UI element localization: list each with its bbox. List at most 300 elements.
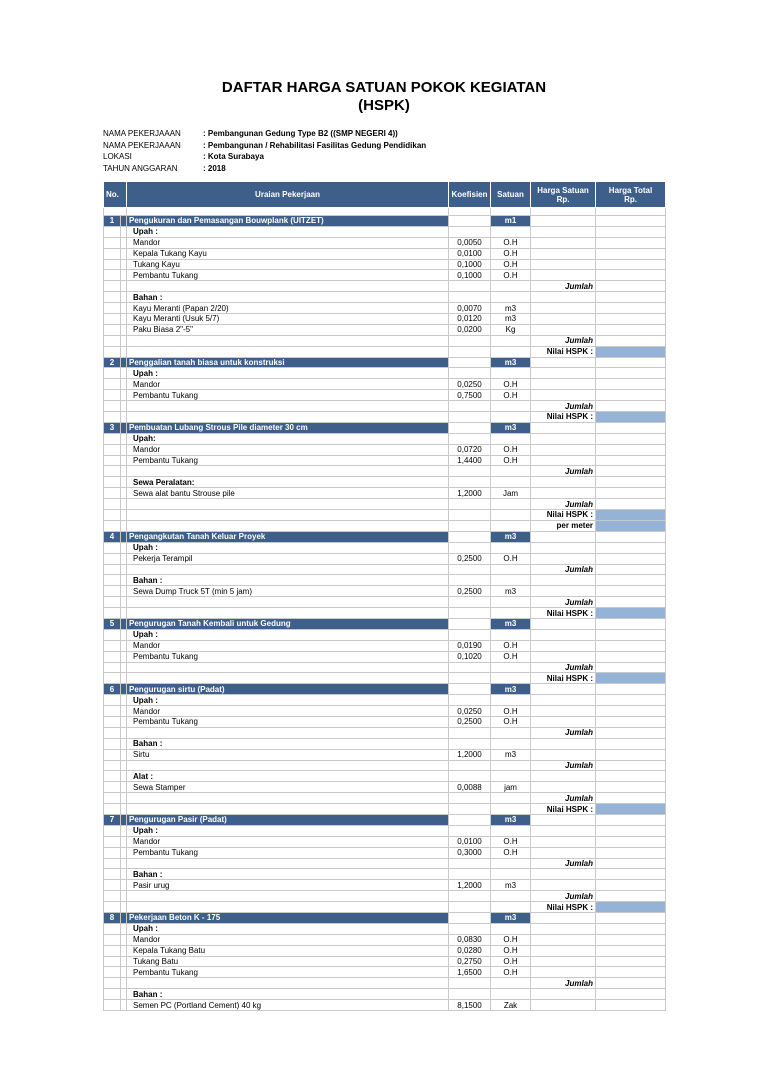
table-cell [127, 401, 449, 412]
jumlah-row [104, 466, 666, 477]
jumlah-label: Jumlah [531, 858, 596, 869]
table-cell [104, 510, 121, 521]
item-satuan: O.H [491, 640, 531, 651]
table-row [104, 390, 666, 401]
section-unit: m3 [491, 422, 531, 433]
group-row [104, 738, 666, 749]
group-label: Upah : [127, 825, 449, 836]
jumlah-label: Jumlah [531, 499, 596, 510]
table-cell [596, 237, 666, 248]
item-koefisien: 0,0100 [449, 836, 491, 847]
section-unit: m3 [491, 531, 531, 542]
nilai-row [104, 804, 666, 815]
table-cell [531, 444, 596, 455]
table-cell [449, 662, 491, 673]
item-koefisien: 0,3000 [449, 847, 491, 858]
table-cell [491, 923, 531, 934]
table-cell [104, 869, 121, 880]
nilai-label: Nilai HSPK : [531, 804, 596, 815]
item-koefisien: 8,1500 [449, 1000, 491, 1011]
table-cell [531, 913, 596, 924]
table-cell [491, 727, 531, 738]
table-cell [596, 651, 666, 662]
item-description: Mandor [127, 706, 449, 717]
section-row [104, 531, 666, 542]
table-cell [104, 314, 121, 325]
table-cell [596, 575, 666, 586]
table-cell [104, 858, 121, 869]
table-cell [449, 433, 491, 444]
section-unit: m1 [491, 216, 531, 227]
item-satuan: O.H [491, 956, 531, 967]
table-cell [104, 662, 121, 673]
table-cell [491, 858, 531, 869]
table-cell [127, 346, 449, 357]
table-cell [104, 208, 127, 216]
table-cell [596, 586, 666, 597]
table-cell [449, 422, 491, 433]
section-row [104, 618, 666, 629]
table-cell [596, 422, 666, 433]
header-uraian: Uraian Pekerjaan [127, 182, 449, 208]
group-label: Sewa Peralatan: [127, 477, 449, 488]
table-cell [449, 520, 491, 531]
jumlah-row [104, 760, 666, 771]
item-koefisien: 0,0088 [449, 782, 491, 793]
table-cell [531, 684, 596, 695]
table-cell [491, 281, 531, 292]
jumlah-label: Jumlah [531, 793, 596, 804]
table-cell [531, 738, 596, 749]
table-cell [449, 760, 491, 771]
table-row [104, 706, 666, 717]
nilai-row [104, 673, 666, 684]
table-cell [596, 433, 666, 444]
table-cell [127, 902, 449, 913]
table-cell [596, 923, 666, 934]
table-cell [491, 564, 531, 575]
table-cell [491, 401, 531, 412]
nilai-row [104, 412, 666, 423]
group-label: Alat : [127, 771, 449, 782]
nilai-row [104, 608, 666, 619]
header-harga-satuan: Harga Satuan Rp. [531, 182, 596, 208]
table-cell [596, 292, 666, 303]
table-cell [531, 869, 596, 880]
table-cell [104, 455, 121, 466]
table-cell [531, 945, 596, 956]
table-cell [531, 368, 596, 379]
table-cell [596, 629, 666, 640]
table-cell [127, 335, 449, 346]
section-unit: m3 [491, 684, 531, 695]
item-koefisien: 0,0070 [449, 303, 491, 314]
table-cell [596, 335, 666, 346]
item-satuan: m3 [491, 586, 531, 597]
jumlah-label: Jumlah [531, 760, 596, 771]
table-cell [449, 738, 491, 749]
jumlah-label: Jumlah [531, 891, 596, 902]
table-cell [127, 727, 449, 738]
section-row [104, 422, 666, 433]
table-cell [104, 825, 121, 836]
table-cell [104, 760, 121, 771]
table-cell [449, 208, 491, 216]
item-satuan: O.H [491, 248, 531, 259]
meta-label: NAMA PEKERJAAAN [103, 140, 181, 150]
table-cell [596, 357, 666, 368]
table-cell [491, 771, 531, 782]
item-satuan: O.H [491, 706, 531, 717]
table-cell [104, 629, 121, 640]
table-cell [596, 401, 666, 412]
header-harga-total: Harga Total Rp. [596, 182, 666, 208]
table-row [104, 553, 666, 564]
item-satuan: m3 [491, 314, 531, 325]
table-cell [449, 684, 491, 695]
nilai-value [596, 902, 666, 913]
table-cell [596, 597, 666, 608]
table-cell [491, 466, 531, 477]
table-cell [531, 324, 596, 335]
table-cell [104, 934, 121, 945]
table-cell [449, 597, 491, 608]
item-satuan: O.H [491, 945, 531, 956]
table-cell [596, 945, 666, 956]
meta-value: : Pembangunan / Rehabilitasi Fasilitas Gedung Pendidikan [203, 140, 427, 150]
table-cell [104, 281, 121, 292]
item-description: Kepala Tukang Batu [127, 945, 449, 956]
meta-value: : Kota Surabaya [203, 152, 264, 161]
table-cell [491, 346, 531, 357]
table-cell [531, 575, 596, 586]
table-cell [104, 956, 121, 967]
table-cell [104, 477, 121, 488]
table-cell [104, 608, 121, 619]
section-title: Pekerjaan Beton K - 175 [127, 913, 449, 924]
table-cell [531, 553, 596, 564]
table-cell [104, 586, 121, 597]
jumlah-row [104, 662, 666, 673]
table-cell [531, 629, 596, 640]
nilai-value [596, 804, 666, 815]
table-cell [531, 422, 596, 433]
table-cell [127, 466, 449, 477]
group-row [104, 629, 666, 640]
item-koefisien: 0,1000 [449, 259, 491, 270]
section-unit: m3 [491, 618, 531, 629]
table-cell [531, 216, 596, 227]
section-title: Pembuatan Lubang Strous Pile diameter 30 cm [127, 422, 449, 433]
section-number: 5 [104, 618, 121, 629]
item-koefisien: 0,0830 [449, 934, 491, 945]
table-cell [104, 488, 121, 499]
jumlah-label: Jumlah [531, 401, 596, 412]
table-cell [104, 237, 121, 248]
table-cell [531, 237, 596, 248]
item-koefisien: 0,0280 [449, 945, 491, 956]
group-row [104, 477, 666, 488]
table-cell [104, 706, 121, 717]
item-description: Mandor [127, 237, 449, 248]
table-row [104, 716, 666, 727]
table-cell [491, 869, 531, 880]
table-cell [531, 989, 596, 1000]
group-label: Upah : [127, 695, 449, 706]
item-description: Pembantu Tukang [127, 455, 449, 466]
table-cell [596, 771, 666, 782]
table-row [104, 945, 666, 956]
item-satuan: O.H [491, 237, 531, 248]
table-cell [449, 575, 491, 586]
table-cell [104, 324, 121, 335]
group-row [104, 869, 666, 880]
item-koefisien: 1,4400 [449, 455, 491, 466]
table-cell [127, 208, 449, 216]
group-row [104, 226, 666, 237]
table-cell [531, 640, 596, 651]
table-cell [596, 324, 666, 335]
group-label: Upah : [127, 542, 449, 553]
table-cell [596, 782, 666, 793]
table-row [104, 880, 666, 891]
table-cell [104, 640, 121, 651]
table-cell [449, 499, 491, 510]
section-unit: m3 [491, 913, 531, 924]
jumlah-label: Jumlah [531, 978, 596, 989]
table-cell [449, 510, 491, 521]
nilai-row [104, 902, 666, 913]
table-cell [596, 814, 666, 825]
table-cell [449, 891, 491, 902]
table-cell [531, 825, 596, 836]
table-cell [531, 259, 596, 270]
table-cell [127, 978, 449, 989]
table-cell [104, 673, 121, 684]
table-cell [104, 248, 121, 259]
table-cell [596, 913, 666, 924]
table-row [104, 259, 666, 270]
table-cell [127, 520, 449, 531]
item-koefisien: 0,0120 [449, 314, 491, 325]
group-row [104, 771, 666, 782]
item-koefisien: 0,2500 [449, 586, 491, 597]
section-row [104, 357, 666, 368]
item-koefisien: 0,0190 [449, 640, 491, 651]
item-description: Mandor [127, 836, 449, 847]
table-cell [127, 793, 449, 804]
section-title: Pengurugan Tanah Kembali untuk Gedung [127, 618, 449, 629]
item-description: Mandor [127, 379, 449, 390]
section-number: 3 [104, 422, 121, 433]
item-description: Kayu Meranti (Papan 2/20) [127, 303, 449, 314]
table-cell [491, 608, 531, 619]
group-label: Bahan : [127, 869, 449, 880]
table-cell [449, 292, 491, 303]
table-cell [104, 346, 121, 357]
table-cell [531, 433, 596, 444]
table-cell [596, 226, 666, 237]
table-cell [491, 738, 531, 749]
item-satuan: O.H [491, 455, 531, 466]
section-title: Pengukuran dan Pemasangan Bouwplank (UITZET) [127, 216, 449, 227]
table-cell [127, 804, 449, 815]
item-koefisien: 0,0720 [449, 444, 491, 455]
table-cell [104, 651, 121, 662]
table-cell [491, 520, 531, 531]
item-satuan: Kg [491, 324, 531, 335]
table-cell [596, 695, 666, 706]
table-row [104, 379, 666, 390]
section-number: 2 [104, 357, 121, 368]
page-title: DAFTAR HARGA SATUAN POKOK KEGIATAN [221, 79, 547, 96]
table-cell [449, 608, 491, 619]
nilai-value [596, 673, 666, 684]
table-cell [596, 466, 666, 477]
table-cell [596, 248, 666, 259]
table-cell [449, 357, 491, 368]
table-cell [596, 825, 666, 836]
table-cell [531, 379, 596, 390]
item-koefisien: 1,2000 [449, 749, 491, 760]
table-row [104, 1000, 666, 1011]
table-row [104, 488, 666, 499]
table-cell [127, 597, 449, 608]
jumlah-row [104, 401, 666, 412]
table-cell [596, 216, 666, 227]
table-cell [104, 923, 121, 934]
table-cell [531, 208, 596, 216]
table-cell [596, 488, 666, 499]
group-label: Upah : [127, 368, 449, 379]
table-cell [596, 499, 666, 510]
table-cell [531, 956, 596, 967]
jumlah-row [104, 499, 666, 510]
item-description: Sewa Stamper [127, 782, 449, 793]
table-cell [531, 531, 596, 542]
item-description: Pembantu Tukang [127, 390, 449, 401]
table-cell [104, 270, 121, 281]
meta-label: TAHUN ANGGARAN [103, 163, 178, 173]
nilai-label: Nilai HSPK : [531, 673, 596, 684]
table-cell [596, 989, 666, 1000]
item-koefisien: 0,0250 [449, 379, 491, 390]
meta-row [103, 140, 426, 152]
table-row [104, 967, 666, 978]
table-cell [531, 292, 596, 303]
nilai-value [596, 608, 666, 619]
table-cell [531, 390, 596, 401]
table-body [104, 208, 666, 1011]
table-cell [449, 226, 491, 237]
table-cell [104, 847, 121, 858]
item-koefisien: 0,0100 [449, 248, 491, 259]
table-cell [531, 1000, 596, 1011]
table-row [104, 782, 666, 793]
section-title: Pengurugan Pasir (Padat) [127, 814, 449, 825]
table-row [104, 934, 666, 945]
item-description: Semen PC (Portland Cement) 40 kg [127, 1000, 449, 1011]
header-no: No. [104, 182, 127, 208]
group-row [104, 923, 666, 934]
table-cell [449, 814, 491, 825]
item-satuan: O.H [491, 259, 531, 270]
nilai-row [104, 520, 666, 531]
table-cell [531, 477, 596, 488]
table-cell [531, 934, 596, 945]
table-cell [596, 978, 666, 989]
table-cell [104, 793, 121, 804]
table-cell [491, 804, 531, 815]
table-cell [104, 575, 121, 586]
item-satuan: O.H [491, 967, 531, 978]
jumlah-row [104, 597, 666, 608]
table-row [104, 640, 666, 651]
table-cell [491, 499, 531, 510]
item-description: Sirtu [127, 749, 449, 760]
section-title: Pengurugan sirtu (Padat) [127, 684, 449, 695]
item-satuan: O.H [491, 270, 531, 281]
spacer-row [104, 208, 666, 216]
table-cell [449, 542, 491, 553]
table-cell [491, 226, 531, 237]
item-koefisien: 0,7500 [449, 390, 491, 401]
table-row [104, 303, 666, 314]
table-row [104, 324, 666, 335]
jumlah-row [104, 978, 666, 989]
table-cell [491, 597, 531, 608]
section-row [104, 216, 666, 227]
table-cell [596, 793, 666, 804]
item-koefisien: 0,2500 [449, 553, 491, 564]
table-cell [449, 335, 491, 346]
item-satuan: O.H [491, 836, 531, 847]
table-cell [596, 662, 666, 673]
nilai-label: Nilai HSPK : [531, 346, 596, 357]
table-cell [104, 412, 121, 423]
table-cell [104, 749, 121, 760]
item-koefisien: 1,6500 [449, 967, 491, 978]
table-cell [596, 531, 666, 542]
table-cell [127, 499, 449, 510]
table-cell [596, 684, 666, 695]
nilai-row [104, 346, 666, 357]
table-cell [127, 760, 449, 771]
table-cell [127, 281, 449, 292]
section-number: 8 [104, 913, 121, 924]
table-cell [449, 869, 491, 880]
section-title: Pengangkutan Tanah Keluar Proyek [127, 531, 449, 542]
table-cell [104, 989, 121, 1000]
table-cell [596, 869, 666, 880]
table-cell [491, 673, 531, 684]
table-row [104, 444, 666, 455]
meta-label: NAMA PEKERJAAAN [103, 129, 181, 138]
table-row [104, 248, 666, 259]
table-cell [596, 270, 666, 281]
table-cell [127, 673, 449, 684]
section-number: 6 [104, 684, 121, 695]
table-cell [104, 804, 121, 815]
table-cell [531, 357, 596, 368]
item-description: Pembantu Tukang [127, 270, 449, 281]
table-cell [104, 542, 121, 553]
item-koefisien: 0,0250 [449, 706, 491, 717]
item-description: Sewa alat bantu Strouse pile [127, 488, 449, 499]
table-cell [449, 858, 491, 869]
item-satuan: O.H [491, 847, 531, 858]
group-row [104, 292, 666, 303]
